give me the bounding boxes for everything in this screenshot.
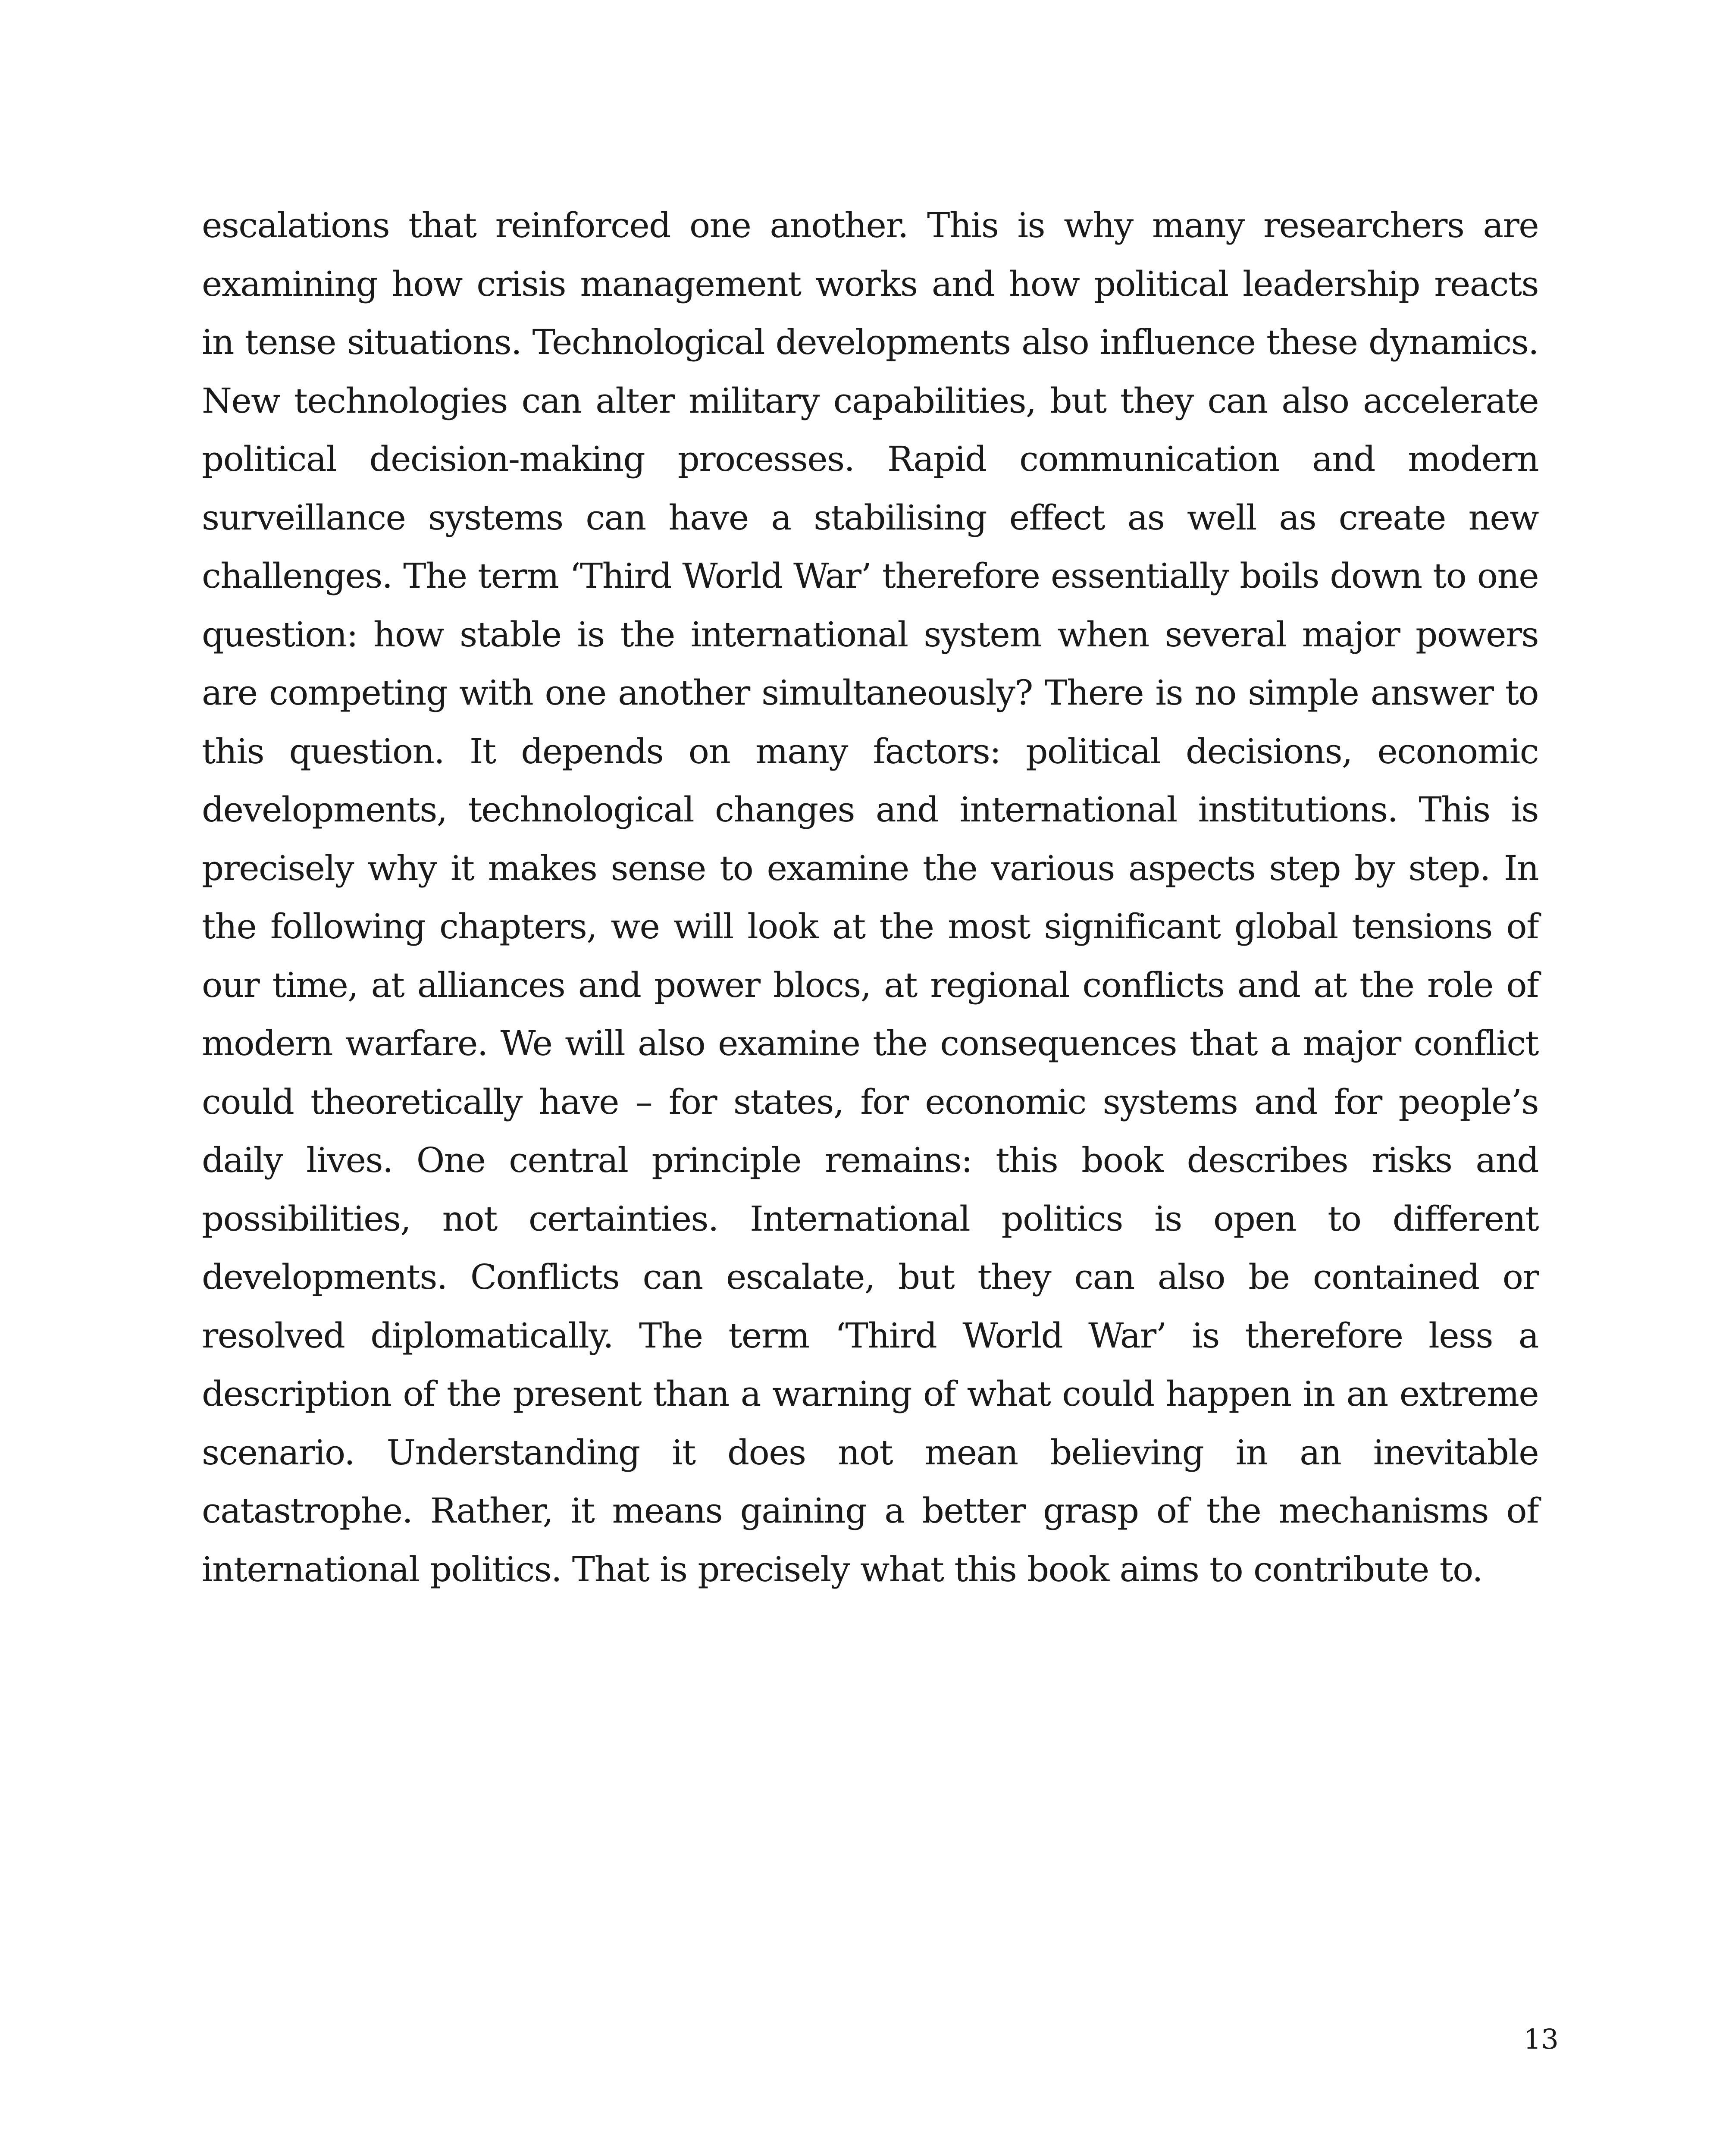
body-paragraph: escalations that reinforced one another. This is why many researchers are examining how crisis management works and how political leadership reacts in tense situations. Technological developments also influence these dynamics. New technologies can alter military capabilities, but they can also accelerate political decision-making processes. Rapid communication and modern surveillance systems can have a stabilising effect as well as create new challenges. The term ‘Third World War’ therefore essentially boils down to one question: how stable is the international system when several major powers are competing with one another simultaneously? There is no simple answer to this question. It depends on many factors: political decisions, economic developments, technological changes and international institutions. This is precisely why it makes sense to examine the various aspects step by step. In the following chapters, we will look at the most significant global tensions of our time, at alliances and power blocs, at regional conflicts and at the role of modern warfare. We will also examine the consequences that a major conflict could theoretically have – for states, for economic systems and for people’s daily lives. One central principle remains: this book describes risks and possibilities, not certainties. International politics is open to different developments. Conflicts can escalate, but they can also be contained or resolved diplomatically. The term ‘Third World War’ is therefore less a description of the present than a warning of what could happen in an extreme scenario. Understanding it does not mean believing in an inevitable catastrophe. Rather, it means gaining a better grasp of the mechanisms of international politics. That is precisely what this book aims to contribute to. xyxy=(202,205,1538,1589)
page-number: 13 xyxy=(1523,2024,1559,2056)
